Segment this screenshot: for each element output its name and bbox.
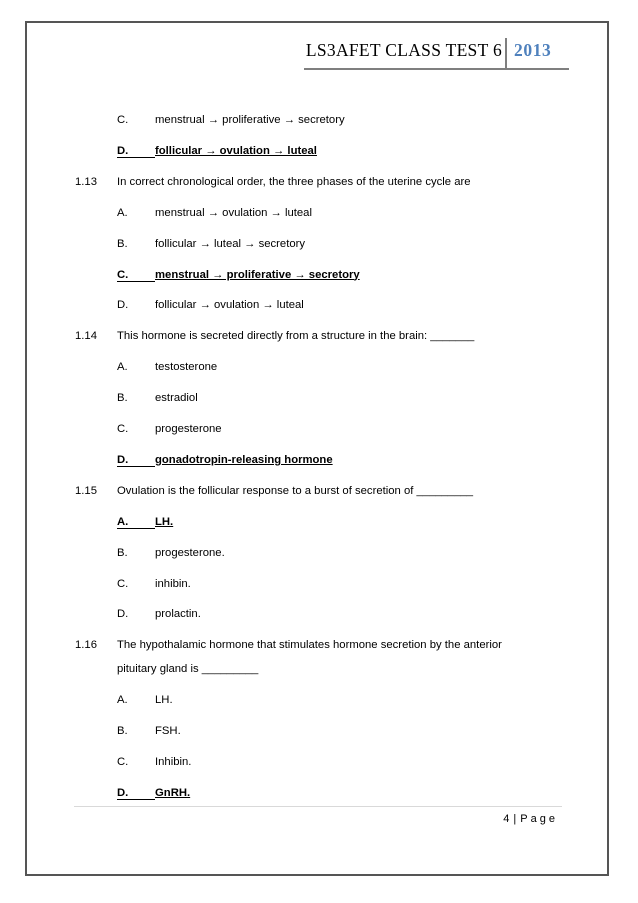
answer-underline [117, 281, 155, 282]
option-letter: B. [117, 237, 128, 250]
option-letter: A. [117, 361, 128, 374]
header-title: LS3AFET CLASS TEST 6 [305, 40, 502, 60]
option-text: gonadotropin-releasing hormone [155, 453, 333, 466]
option-letter: C. [117, 268, 129, 281]
option-letter: C. [117, 423, 129, 435]
option-text: progesterone. [155, 546, 225, 559]
question-text: pituitary gland is _________ [117, 663, 259, 676]
answer-underline [117, 157, 155, 158]
question-number: 1.16 [75, 639, 97, 652]
option-text: follicular → ovulation → luteal [155, 144, 317, 157]
option-text: menstrual → proliferative → secretory [155, 114, 345, 126]
option-letter: D. [117, 786, 129, 799]
page-footer [503, 813, 558, 825]
option-letter: B. [117, 725, 128, 738]
header-year: 2013 [514, 40, 552, 60]
question-text: In correct chronological order, the three phases of the uterine cycle are [117, 175, 471, 188]
option-letter: B. [117, 546, 128, 559]
option-text: estradiol [155, 392, 198, 405]
option-letter: C. [117, 114, 129, 126]
option-text: LH. [155, 515, 174, 528]
option-letter: D. [117, 299, 129, 312]
option-letter: C. [117, 577, 129, 590]
option-text: menstrual → proliferative → secretory [155, 268, 360, 281]
page-word: Page [520, 813, 558, 825]
option-text: Inhibin. [155, 756, 192, 768]
answer-underline [117, 799, 155, 800]
option-letter: A. [117, 515, 129, 528]
page-number: 4 [503, 813, 510, 825]
option-text: inhibin. [155, 577, 191, 590]
question-text: This hormone is secreted directly from a structure in the brain: _______ [117, 330, 475, 343]
answer-underline [117, 528, 155, 529]
page-header [0, 40, 638, 70]
option-text: follicular → ovulation → luteal [155, 299, 304, 312]
option-text: LH. [155, 694, 173, 707]
question-text: The hypothalamic hormone that stimulates hormone secretion by the anterior [117, 639, 502, 652]
header-rule [304, 68, 569, 70]
option-text: FSH. [155, 725, 181, 738]
footer-rule [74, 806, 562, 807]
option-letter: C. [117, 756, 129, 768]
answer-underline [117, 466, 155, 467]
option-text: GnRH. [155, 786, 191, 799]
question-number: 1.13 [75, 175, 97, 188]
option-letter: D. [117, 453, 129, 466]
option-letter: A. [117, 206, 128, 219]
option-text: prolactin. [155, 608, 201, 621]
option-text: menstrual → ovulation → luteal [155, 206, 312, 219]
option-letter: D. [117, 608, 129, 621]
question-number: 1.15 [75, 484, 97, 497]
question-number: 1.14 [75, 330, 97, 343]
option-letter: B. [117, 392, 128, 405]
question-text: Ovulation is the follicular response to a burst of secretion of _________ [117, 484, 474, 497]
header-separator [505, 38, 507, 68]
option-text: progesterone [155, 423, 222, 435]
option-letter: A. [117, 694, 128, 707]
option-text: testosterone [155, 361, 218, 374]
option-text: follicular → luteal → secretory [155, 237, 306, 250]
footer-separator: | [513, 813, 517, 825]
page-border [25, 21, 609, 876]
option-letter: D. [117, 144, 129, 157]
